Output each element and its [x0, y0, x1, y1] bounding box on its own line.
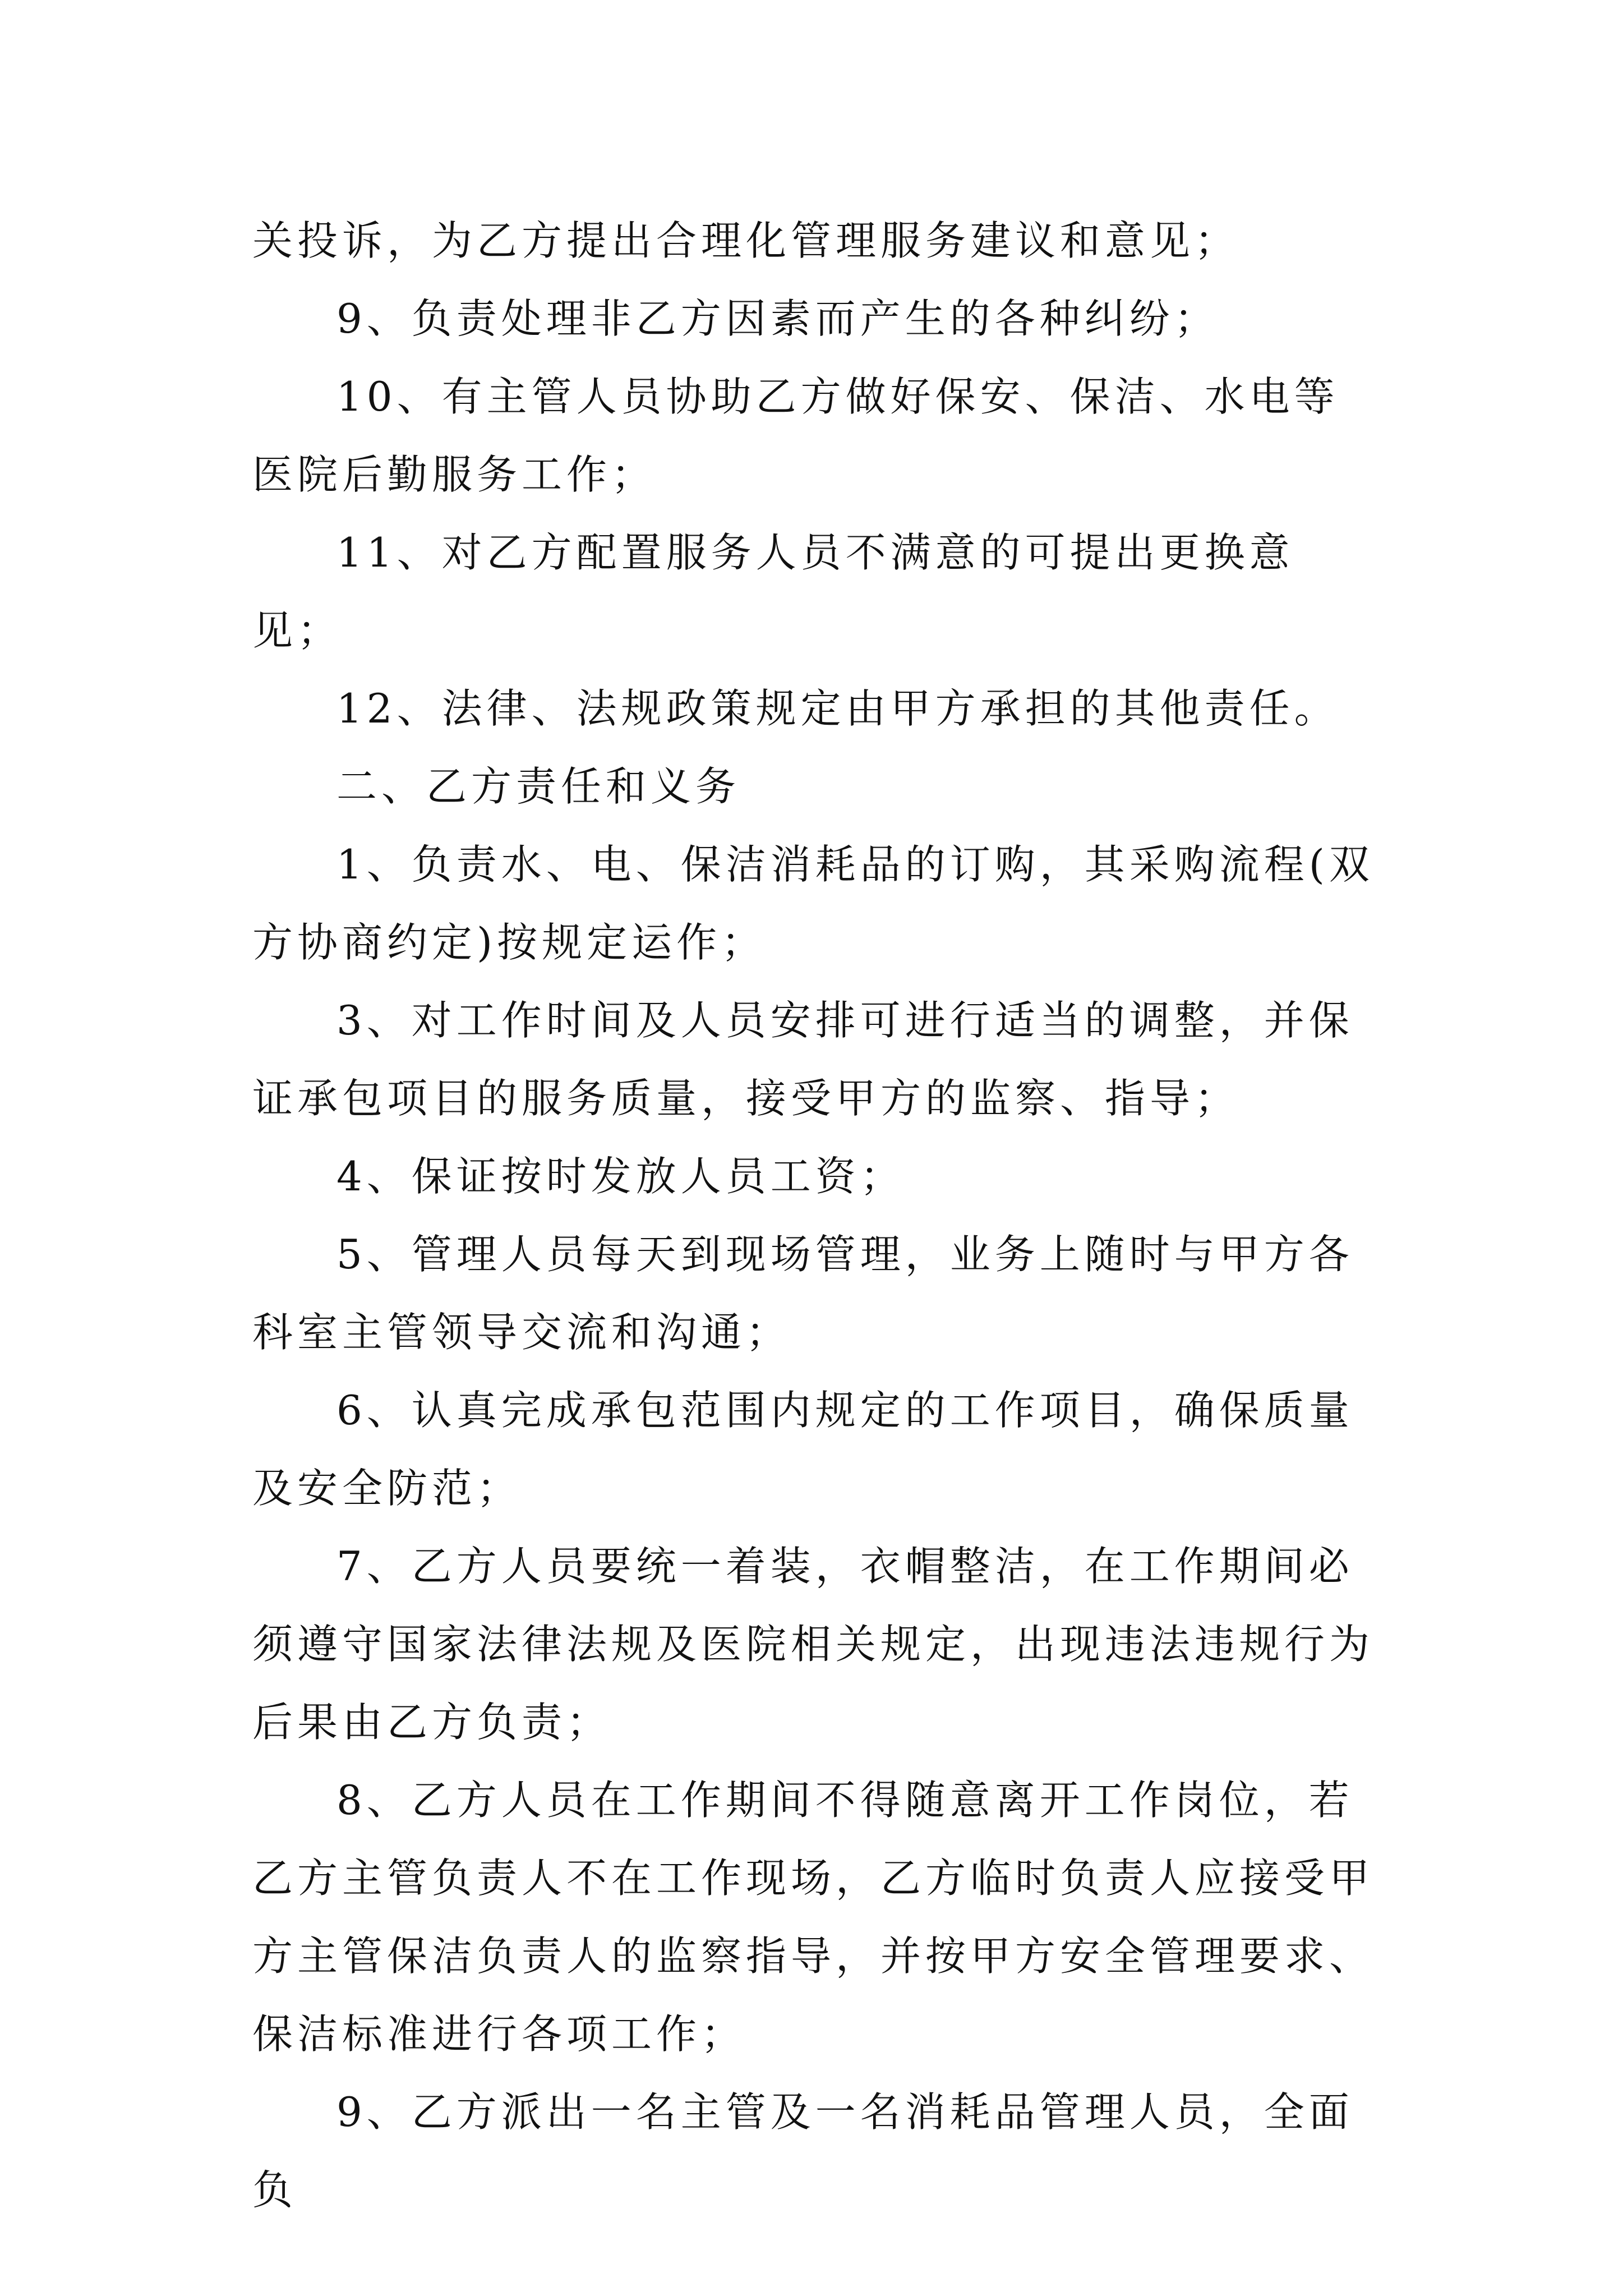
paragraph-b-item-7-conduct: 7、乙方人员要统一着装，衣帽整洁，在工作期间必须遵守国家法律法规及医院相关规定，出现违法违规行为后果由乙方负责；: [252, 1543, 1375, 1746]
paragraph-item-10-logistics: 10、有主管人员协助乙方做好保安、保洁、水电等医院后勤服务工作；: [252, 373, 1339, 498]
paragraph-b-item-9-staffing: 9、乙方派出一名主管及一名消耗品管理人员，全面负: [252, 2088, 1354, 2214]
paragraph-b-item-4-wages: 4、保证按时发放人员工资；: [336, 1153, 905, 1200]
paragraph-complaint-continuation: 关投诉，为乙方提出合理化管理服务建议和意见；: [252, 217, 1240, 264]
paragraph-b-item-8-duty: 8、乙方人员在工作期间不得随意离开工作岗位，若乙方主管负责人不在工作现场，乙方临时负责人应接受甲方主管保洁负责人的监察指导，并按甲方安全管理要求、保洁标准进行各项工作；: [252, 1777, 1375, 2058]
document-body: [252, 202, 1374, 2229]
paragraph-b-item-6-work-items: 6、认真完成承包范围内规定的工作项目，确保质量及安全防范；: [252, 1387, 1354, 1512]
paragraph-item-9-disputes: 9、负责处理非乙方因素而产生的各种纠纷；: [336, 295, 1219, 342]
paragraph-b-item-1-procurement: 1、负责水、电、保洁消耗品的订购，其采购流程(双方协商约定)按规定运作；: [252, 841, 1374, 966]
section-heading-party-b: 二、乙方责任和义务: [336, 763, 741, 810]
paragraph-item-12-legal: 12、法律、法规政策规定由甲方承担的其他责任。: [336, 685, 1339, 732]
paragraph-item-11-replacement: 11、对乙方配置服务人员不满意的可提出更换意见；: [252, 529, 1294, 654]
paragraph-b-item-5-management: 5、管理人员每天到现场管理，业务上随时与甲方各科室主管领导交流和沟通；: [252, 1231, 1354, 1356]
paragraph-b-item-3-scheduling: 3、对工作时间及人员安排可进行适当的调整，并保证承包项目的服务质量，接受甲方的监察、指导；: [252, 997, 1354, 1122]
